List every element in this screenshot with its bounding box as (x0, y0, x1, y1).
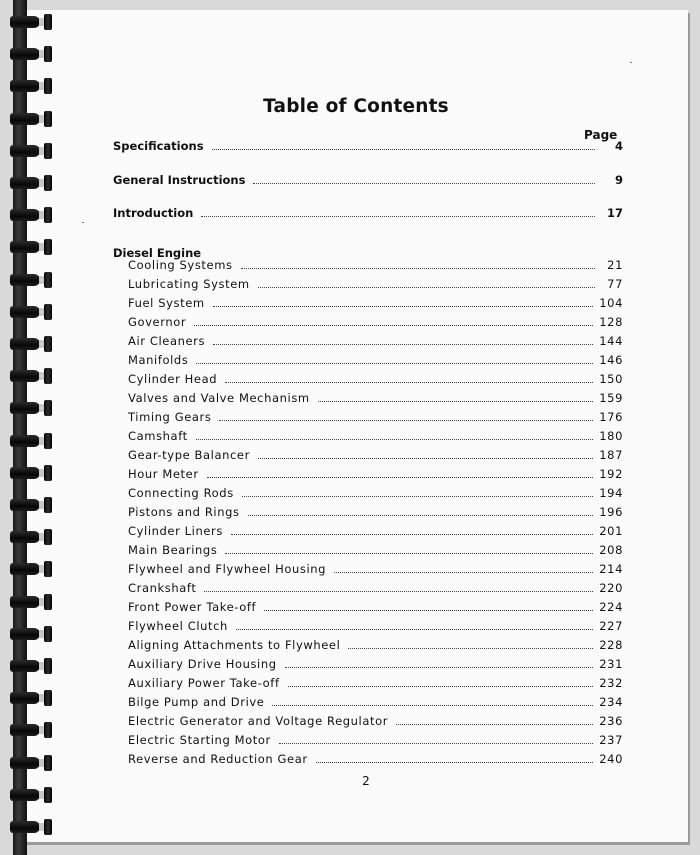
coil-tip (44, 529, 52, 545)
entry-title: Electric Generator and Voltage Regulator (128, 714, 389, 728)
coil-loop (10, 338, 40, 350)
entry-title: Auxiliary Drive Housing (128, 657, 277, 671)
dot-leader (213, 306, 594, 307)
toc-sub-entry (128, 483, 623, 500)
binding-coil (10, 175, 62, 191)
toc-sub-entry (128, 312, 623, 329)
toc-main-entry (113, 203, 623, 220)
toc-sub-entry (128, 426, 623, 443)
entry-title: Flywheel and Flywheel Housing (128, 562, 327, 576)
entry-title: Flywheel Clutch (128, 619, 228, 633)
coil-tip (44, 304, 52, 320)
entry-page-number: 240 (599, 752, 623, 766)
dot-leader (396, 724, 593, 725)
table-of-contents (24, 10, 688, 842)
binding-coil (10, 529, 62, 545)
coil-loop (10, 757, 40, 769)
coil-loop (10, 274, 40, 286)
dot-leader (334, 572, 593, 573)
coil-tip (44, 207, 52, 223)
toc-sub-entry (128, 749, 623, 766)
binding-coil (10, 304, 62, 320)
entry-page-number: 227 (599, 619, 623, 633)
dot-leader (279, 743, 593, 744)
coil-tip (44, 368, 52, 384)
coil-tip (44, 400, 52, 416)
entry-title: Camshaft (128, 429, 188, 443)
binding-coil (10, 755, 62, 771)
entry-page-number: 196 (599, 505, 623, 519)
binding-coil (10, 594, 62, 610)
entry-page-number: 234 (599, 695, 623, 709)
entry-page-number: 176 (599, 410, 623, 424)
coil-tip (44, 175, 52, 191)
dot-leader (285, 667, 594, 668)
dot-leader (264, 610, 593, 611)
page-column-header: Page (584, 128, 618, 142)
entry-page-number: 228 (599, 638, 623, 652)
dot-leader (316, 762, 594, 763)
coil-tip (44, 787, 52, 803)
dot-leader (242, 496, 593, 497)
entry-title: Crankshaft (128, 581, 197, 595)
entry-title: Bilge Pump and Drive (128, 695, 265, 709)
dot-leader (219, 420, 593, 421)
coil-tip (44, 497, 52, 513)
binding-coil (10, 143, 62, 159)
toc-sub-entry (128, 255, 623, 272)
entry-title: Front Power Take-off (128, 600, 257, 614)
dot-leader (207, 477, 594, 478)
dot-leader (288, 686, 594, 687)
dot-leader (225, 553, 593, 554)
entry-page-number: 144 (599, 334, 623, 348)
entry-title: Manifolds (128, 353, 189, 367)
toc-sub-entry (128, 635, 623, 652)
coil-loop (10, 177, 40, 189)
entry-page-number: 194 (599, 486, 623, 500)
dot-leader (212, 149, 595, 150)
entry-title: Aligning Attachments to Flywheel (128, 638, 341, 652)
paper-speck (82, 222, 84, 223)
dot-leader (225, 382, 593, 383)
toc-sub-entry (128, 654, 623, 671)
entry-title: Pistons and Rings (128, 505, 240, 519)
entry-title: Auxiliary Power Take-off (128, 676, 280, 690)
entry-title: Gear-type Balancer (128, 448, 250, 462)
entry-page-number: 187 (599, 448, 623, 462)
entry-title: Cooling Systems (128, 258, 233, 272)
dot-leader (253, 183, 595, 184)
coil-tip (44, 14, 52, 30)
entry-title: Main Bearings (128, 543, 218, 557)
coil-tip (44, 819, 52, 835)
coil-loop (10, 80, 40, 92)
binding-coil (10, 433, 62, 449)
binding-coil (10, 111, 62, 127)
toc-sub-entry (128, 711, 623, 728)
page (24, 10, 688, 842)
entry-page-number: 237 (599, 733, 623, 747)
entry-page-number: 214 (599, 562, 623, 576)
coil-loop (10, 16, 40, 28)
dot-leader (272, 705, 593, 706)
entry-page-number: 220 (599, 581, 623, 595)
binding-coil (10, 400, 62, 416)
binding-coil (10, 272, 62, 288)
coil-loop (10, 209, 40, 221)
toc-sub-entry (128, 597, 623, 614)
coil-tip (44, 46, 52, 62)
spiral-binding (0, 0, 70, 855)
binding-coil (10, 14, 62, 30)
coil-loop (10, 499, 40, 511)
binding-coil (10, 690, 62, 706)
toc-sub-entry (128, 388, 623, 405)
entry-page-number: 4 (614, 139, 623, 153)
entry-title: Timing Gears (128, 410, 212, 424)
coil-loop (10, 435, 40, 447)
binding-coil (10, 819, 62, 835)
coil-loop (10, 306, 40, 318)
toc-sub-entry (128, 692, 623, 709)
paper-speck (630, 62, 632, 63)
dot-leader (248, 515, 594, 516)
entry-title: Governor (128, 315, 187, 329)
entry-page-number: 17 (606, 206, 623, 220)
entry-title: General Instructions (113, 173, 246, 187)
dot-leader (194, 325, 593, 326)
toc-main-entry (113, 136, 623, 153)
coil-tip (44, 336, 52, 352)
coil-tip (44, 561, 52, 577)
binding-coil (10, 561, 62, 577)
entry-page-number: 146 (599, 353, 623, 367)
binding-coil (10, 46, 62, 62)
binding-coil (10, 368, 62, 384)
dot-leader (213, 344, 593, 345)
toc-sub-entry (128, 502, 623, 519)
coil-tip (44, 433, 52, 449)
entry-page-number: 150 (599, 372, 623, 386)
dot-leader (258, 287, 595, 288)
dot-leader (236, 629, 593, 630)
coil-loop (10, 692, 40, 704)
entry-page-number: 159 (599, 391, 623, 405)
coil-loop (10, 724, 40, 736)
coil-loop (10, 48, 40, 60)
entry-page-number: 232 (599, 676, 623, 690)
dot-leader (348, 648, 593, 649)
dot-leader (204, 591, 593, 592)
toc-sub-entry (128, 578, 623, 595)
page-title: Table of Contents (263, 96, 449, 117)
entry-title: Cylinder Liners (128, 524, 223, 538)
coil-tip (44, 239, 52, 255)
toc-sub-entry (128, 464, 623, 481)
binding-coil (10, 658, 62, 674)
dot-leader (318, 401, 594, 402)
entry-page-number: 236 (599, 714, 623, 728)
entry-page-number: 231 (599, 657, 623, 671)
coil-loop (10, 821, 40, 833)
binding-coil (10, 336, 62, 352)
binding-coil (10, 465, 62, 481)
binding-coil (10, 722, 62, 738)
coil-loop (10, 113, 40, 125)
dot-leader (201, 216, 595, 217)
dot-leader (241, 268, 595, 269)
entry-page-number: 180 (599, 429, 623, 443)
toc-sub-entry (128, 559, 623, 576)
coil-tip (44, 658, 52, 674)
coil-loop (10, 596, 40, 608)
entry-title: Air Cleaners (128, 334, 206, 348)
coil-loop (10, 370, 40, 382)
entry-page-number: 9 (614, 173, 623, 187)
coil-tip (44, 143, 52, 159)
toc-sub-entry (128, 407, 623, 424)
coil-tip (44, 111, 52, 127)
dot-leader (231, 534, 593, 535)
entry-page-number: 224 (599, 600, 623, 614)
binding-coil (10, 239, 62, 255)
toc-sub-entry (128, 331, 623, 348)
coil-loop (10, 563, 40, 575)
entry-title: Valves and Valve Mechanism (128, 391, 310, 405)
entry-page-number: 208 (599, 543, 623, 557)
toc-sub-entry (128, 616, 623, 633)
binding-coil (10, 207, 62, 223)
coil-loop (10, 145, 40, 157)
entry-page-number: 128 (599, 315, 623, 329)
toc-sub-entry (128, 350, 623, 367)
page-number: 2 (362, 774, 370, 788)
dot-leader (258, 458, 593, 459)
entry-page-number: 104 (599, 296, 623, 310)
coil-loop (10, 531, 40, 543)
entry-title: Introduction (113, 206, 194, 220)
entry-title: Fuel System (128, 296, 205, 310)
entry-title: Reverse and Reduction Gear (128, 752, 308, 766)
coil-tip (44, 78, 52, 94)
coil-tip (44, 722, 52, 738)
coil-loop (10, 241, 40, 253)
entry-page-number: 21 (607, 258, 623, 272)
coil-tip (44, 626, 52, 642)
coil-loop (10, 789, 40, 801)
binding-coil (10, 787, 62, 803)
toc-sub-entry (128, 521, 623, 538)
coil-tip (44, 755, 52, 771)
binding-coil (10, 497, 62, 513)
toc-sub-entry (128, 445, 623, 462)
coil-tip (44, 594, 52, 610)
entry-title: Connecting Rods (128, 486, 234, 500)
entry-title: Electric Starting Motor (128, 733, 271, 747)
coil-tip (44, 465, 52, 481)
coil-loop (10, 660, 40, 672)
coil-loop (10, 402, 40, 414)
toc-sub-entry (128, 673, 623, 690)
entry-page-number: 192 (599, 467, 623, 481)
coil-loop (10, 467, 40, 479)
entry-page-number: 201 (599, 524, 623, 538)
coil-tip (44, 272, 52, 288)
entry-title: Lubricating System (128, 277, 250, 291)
binding-coil (10, 626, 62, 642)
toc-sub-entry (128, 540, 623, 557)
entry-title: Hour Meter (128, 467, 199, 481)
coil-loop (10, 628, 40, 640)
dot-leader (196, 363, 593, 364)
binding-coil (10, 78, 62, 94)
entry-page-number: 77 (607, 277, 623, 291)
toc-main-entry (113, 170, 623, 187)
entry-title: Cylinder Head (128, 372, 218, 386)
toc-sub-entry (128, 369, 623, 386)
coil-tip (44, 690, 52, 706)
dot-leader (196, 439, 593, 440)
toc-sub-entry (128, 293, 623, 310)
entry-title: Specifications (113, 139, 204, 153)
toc-sub-entry (128, 730, 623, 747)
toc-sub-entry (128, 274, 623, 291)
section-heading: Diesel Engine (113, 246, 202, 260)
